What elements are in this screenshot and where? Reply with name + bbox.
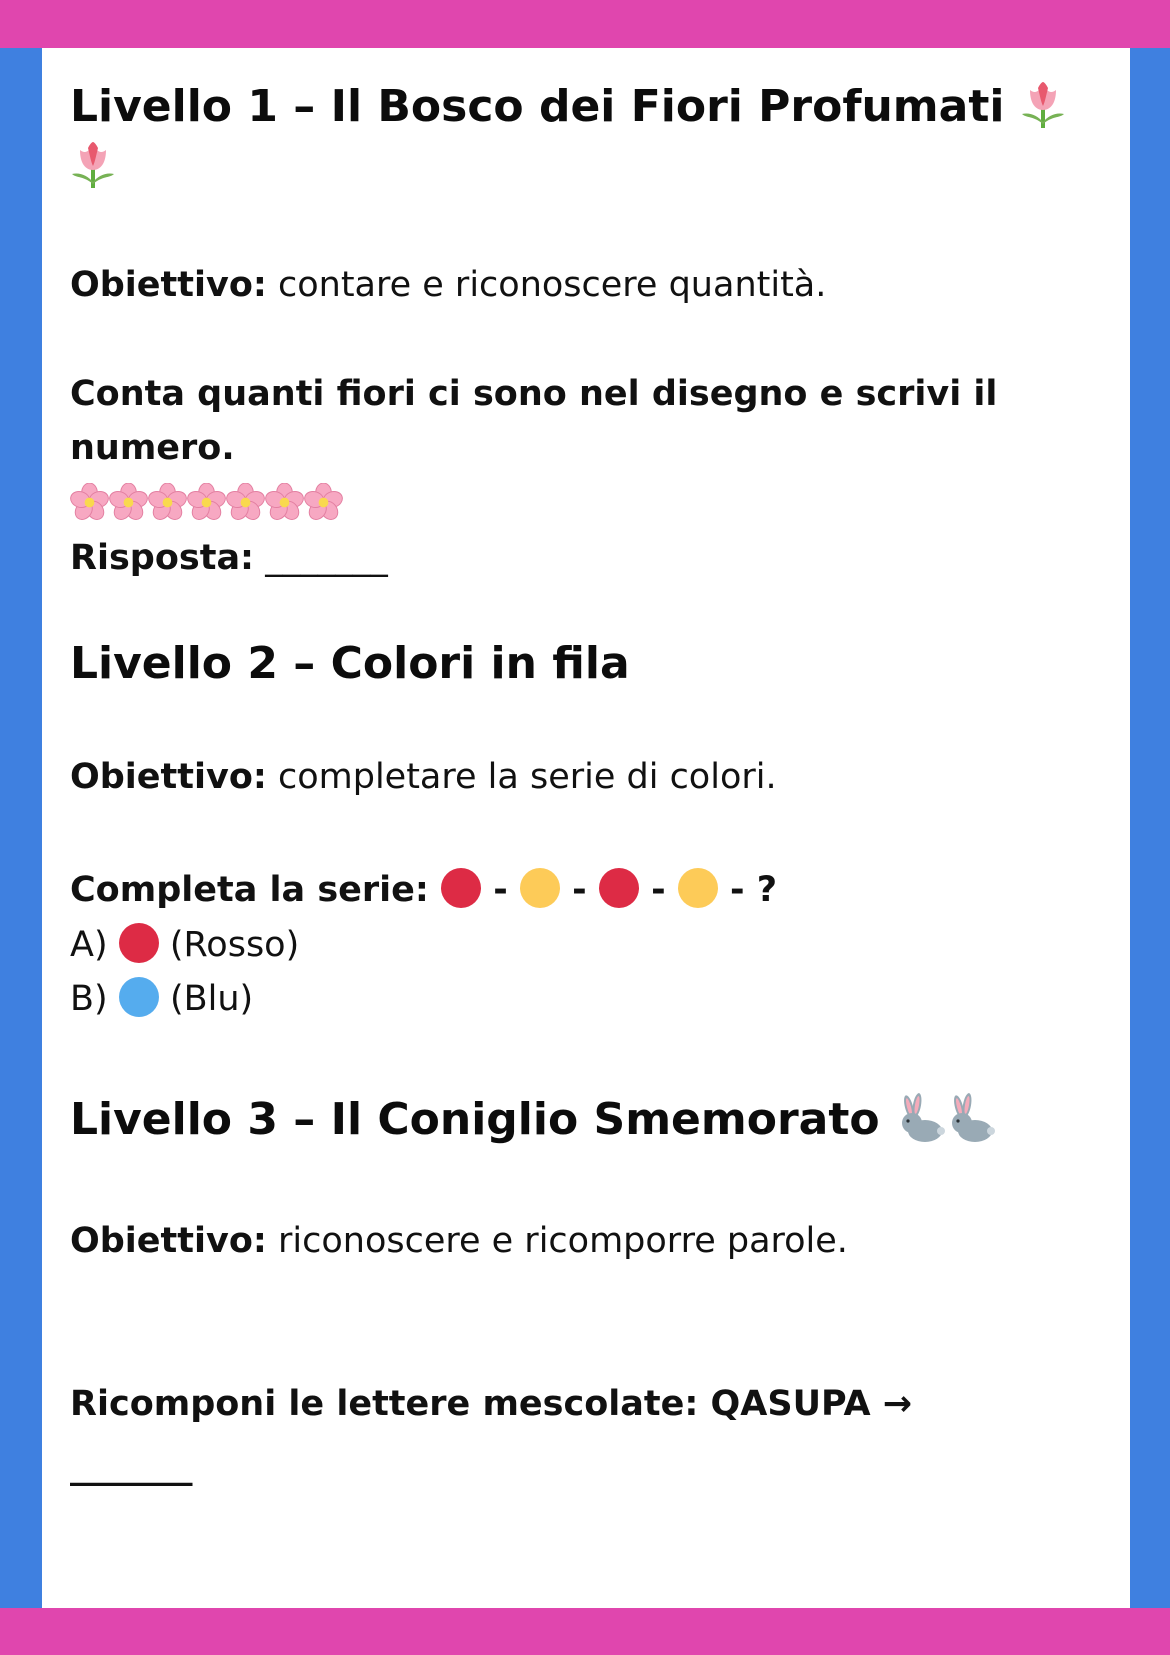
- cherry-blossom-icon: [70, 483, 109, 522]
- series-separator: -: [651, 870, 666, 910]
- option-b-label: B): [70, 979, 108, 1019]
- level1-answer-label: Risposta:: [70, 538, 255, 578]
- level3-title: [70, 1093, 995, 1151]
- level1-objective-label: Obiettivo:: [70, 265, 267, 305]
- level1-objective: [70, 265, 827, 305]
- level3-objective: [70, 1221, 848, 1261]
- frame-bottom-bar: [0, 1608, 1170, 1655]
- option-a-text: (Rosso): [169, 925, 300, 965]
- level1-answer-blank[interactable]: _______: [254, 538, 388, 578]
- level2-objective: [70, 757, 777, 797]
- red-circle-icon: [119, 923, 159, 963]
- level2-series: [70, 868, 777, 908]
- series-separator: -: [493, 870, 508, 910]
- rabbit-icon: [945, 1093, 995, 1151]
- cherry-blossom-icon: [304, 483, 343, 522]
- level2-option-b[interactable]: [70, 977, 253, 1017]
- level2-option-a[interactable]: [70, 923, 299, 963]
- flower-row: [70, 483, 343, 522]
- option-a-label: A): [70, 925, 108, 965]
- series-separator: -: [729, 870, 745, 910]
- level1-objective-text: contare e riconoscere quantità.: [266, 265, 827, 305]
- rabbit-icon: [895, 1093, 945, 1151]
- yellow-circle-icon: [520, 868, 560, 908]
- level3-instruction: Ricomponi le lettere mescolate: QASUPA →: [70, 1384, 913, 1424]
- cherry-blossom-icon: [109, 483, 148, 522]
- level1-title-text: Livello 1 – Il Bosco dei Fiori Profumati: [70, 81, 1005, 132]
- level2-objective-text: completare la serie di colori.: [266, 757, 777, 797]
- series-separator: -: [572, 870, 587, 910]
- cherry-blossom-icon: [187, 483, 226, 522]
- frame-right-bar: [1130, 48, 1170, 1608]
- level3-objective-text: riconoscere e ricomporre parole.: [266, 1221, 848, 1261]
- option-b-text: (Blu): [169, 979, 254, 1019]
- tulip-icon: [70, 140, 116, 193]
- red-circle-icon: [599, 868, 639, 908]
- level1-instruction-line1: Conta quanti fiori ci sono nel disegno e scrivi il: [70, 374, 998, 414]
- level2-title: Livello 2 – Colori in fila: [70, 638, 630, 689]
- cherry-blossom-icon: [265, 483, 304, 522]
- tulip-icon: [1020, 80, 1066, 138]
- cherry-blossom-icon: [226, 483, 265, 522]
- blue-circle-icon: [119, 977, 159, 1017]
- level1-instruction-line2: numero.: [70, 428, 235, 468]
- level3-objective-label: Obiettivo:: [70, 1221, 267, 1261]
- level1-answer: [70, 538, 388, 578]
- yellow-circle-icon: [678, 868, 718, 908]
- level1-title: [70, 80, 1066, 138]
- series-question-mark: ?: [756, 870, 778, 910]
- frame-top-bar: [0, 0, 1170, 48]
- frame-left-bar: [0, 48, 42, 1608]
- level3-title-text: Livello 3 – Il Coniglio Smemorato: [70, 1094, 880, 1145]
- level3-answer-blank[interactable]: _______: [70, 1447, 193, 1487]
- level2-series-label: Completa la serie:: [70, 870, 429, 910]
- level2-objective-label: Obiettivo:: [70, 757, 267, 797]
- red-circle-icon: [441, 868, 481, 908]
- cherry-blossom-icon: [148, 483, 187, 522]
